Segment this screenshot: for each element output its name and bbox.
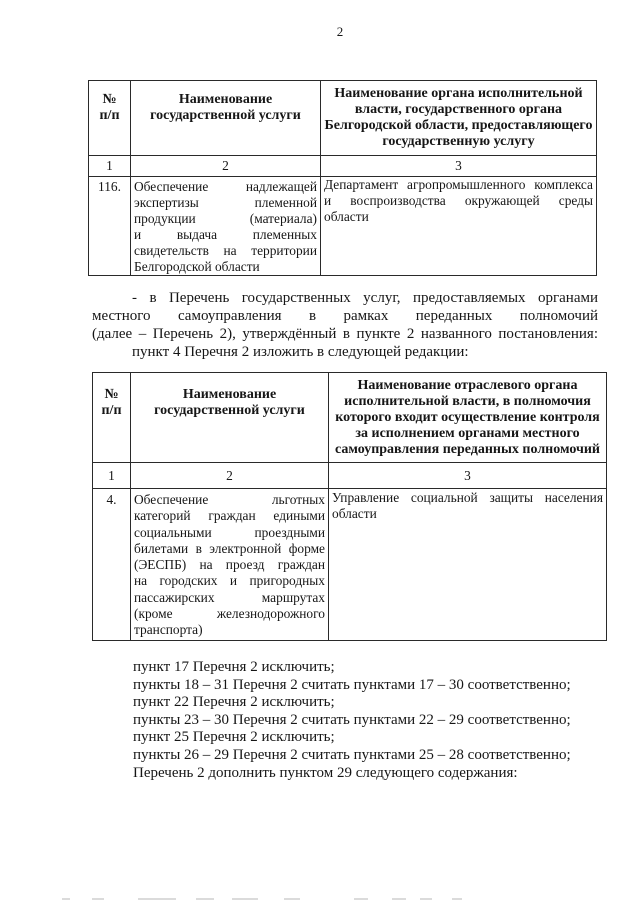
- amendment-line: Перечень 2 дополнить пунктом 29 следующего содержания:: [133, 764, 518, 781]
- table-header-row: [89, 81, 597, 156]
- paragraph-line: местного самоуправления в рамках переданных полномочий: [92, 308, 598, 324]
- table-row: [89, 177, 597, 276]
- header-authority-line: Наименование отраслевого органа: [357, 377, 578, 393]
- header-number-cell: [93, 373, 131, 463]
- page-number: 2: [336, 24, 344, 39]
- amendment-paragraph: [92, 289, 598, 361]
- authority-text-line: и воспроизводства окружающей среды: [324, 193, 593, 208]
- authority-text-line: области: [324, 209, 369, 224]
- paragraph-instruction: пункт 4 Перечня 2 изложить в следующей редакции:: [132, 344, 469, 360]
- municipal-services-table: [92, 372, 607, 641]
- paragraph-line: (далее – Перечень 2), утверждённый в пункте 2 названного постановления:: [92, 326, 598, 342]
- row-service-cell: [131, 177, 321, 276]
- row-authority-cell: [321, 177, 597, 276]
- amendment-line: пункты 18 – 31 Перечня 2 считать пунктами 17 – 30 соответственно;: [133, 676, 571, 693]
- service-text-line: свидетельств на территории: [134, 243, 317, 258]
- authority-text-line: области: [332, 506, 377, 522]
- service-text-line: продукции (материала): [134, 211, 317, 226]
- authority-text-line: Департамент агропромышленного комплекса: [324, 177, 593, 192]
- row-number: 4.: [93, 489, 131, 641]
- service-text-line: на городских и пригородных: [134, 573, 325, 589]
- table-header-row: [93, 373, 607, 463]
- row-authority-cell: [329, 489, 607, 641]
- header-service-cell: [131, 81, 321, 156]
- column-number: 2: [131, 463, 329, 489]
- header-number-abbr: п/п: [99, 108, 120, 123]
- column-number: 1: [89, 156, 131, 177]
- header-authority-line: власти, государственного органа: [354, 102, 563, 117]
- header-authority-line: государственную услугу: [382, 134, 535, 149]
- column-number: 1: [93, 463, 131, 489]
- service-text-line: Обеспечение льготных: [134, 492, 325, 507]
- header-authority-cell: [329, 373, 607, 463]
- header-service-line: Наименование: [178, 92, 273, 107]
- amendment-line: пункты 26 – 29 Перечня 2 считать пунктами 25 – 28 соответственно;: [133, 746, 571, 763]
- service-text-line: транспорта): [134, 622, 203, 638]
- scan-edge-marks: [0, 892, 640, 904]
- service-text-line: пассажирских маршрутах: [134, 589, 325, 605]
- service-text-line: социальными проездными: [134, 524, 325, 540]
- column-number: 2: [131, 156, 321, 177]
- header-number-abbr: п/п: [101, 403, 122, 418]
- header-number-sign: №: [102, 92, 117, 107]
- column-number: 3: [321, 156, 597, 177]
- service-text-line: (ЭЕСПБ) на проезд граждан: [134, 557, 325, 573]
- service-text-line: (кроме железнодорожного: [134, 606, 325, 622]
- service-text-line: Белгородской области: [134, 259, 260, 274]
- service-text-line: и выдача племенных: [134, 227, 317, 242]
- service-text-line: категорий граждан едиными: [134, 508, 325, 524]
- row-service-cell: [131, 489, 329, 641]
- column-number-row: [93, 463, 607, 489]
- header-authority-line: Наименование органа исполнительной: [334, 86, 583, 101]
- header-number-cell: [89, 81, 131, 156]
- header-number-sign: №: [104, 387, 119, 402]
- service-text-line: Обеспечение надлежащей: [134, 179, 317, 194]
- service-text-line: билетами в электронной форме: [134, 540, 325, 556]
- amendment-line: пункты 23 – 30 Перечня 2 считать пунктами 22 – 29 соответственно;: [133, 711, 571, 728]
- row-number: 116.: [89, 177, 131, 276]
- column-number-row: [89, 156, 597, 177]
- header-service-line: государственной услуги: [154, 403, 305, 418]
- regional-services-table: [88, 80, 597, 276]
- table-row: [93, 489, 607, 641]
- header-authority-line: которого входит осуществление контроля: [335, 409, 600, 425]
- amendment-line: пункт 22 Перечня 2 исключить;: [133, 694, 335, 711]
- paragraph-line: - в Перечень государственных услуг, предоставляемых органами: [132, 290, 598, 306]
- header-service-line: государственной услуги: [150, 108, 301, 123]
- authority-text-line: Управление социальной защиты населения: [332, 490, 603, 505]
- amendment-line: пункт 25 Перечня 2 исключить;: [133, 729, 335, 746]
- column-number: 3: [329, 463, 607, 489]
- service-text-line: экспертизы племенной: [134, 195, 317, 210]
- header-service-line: Наименование: [182, 387, 277, 402]
- header-service-cell: [131, 373, 329, 463]
- header-authority-line: за исполнением органами местного: [355, 425, 580, 441]
- header-authority-cell: [321, 81, 597, 156]
- amendment-line: пункт 17 Перечня 2 исключить;: [133, 659, 335, 675]
- header-authority-line: самоуправления переданных полномочий: [334, 441, 600, 457]
- amendment-list: [133, 659, 571, 782]
- header-authority-line: Белгородской области, предоставляющего: [324, 118, 593, 133]
- header-authority-line: исполнительной власти, в полномочия: [344, 393, 591, 409]
